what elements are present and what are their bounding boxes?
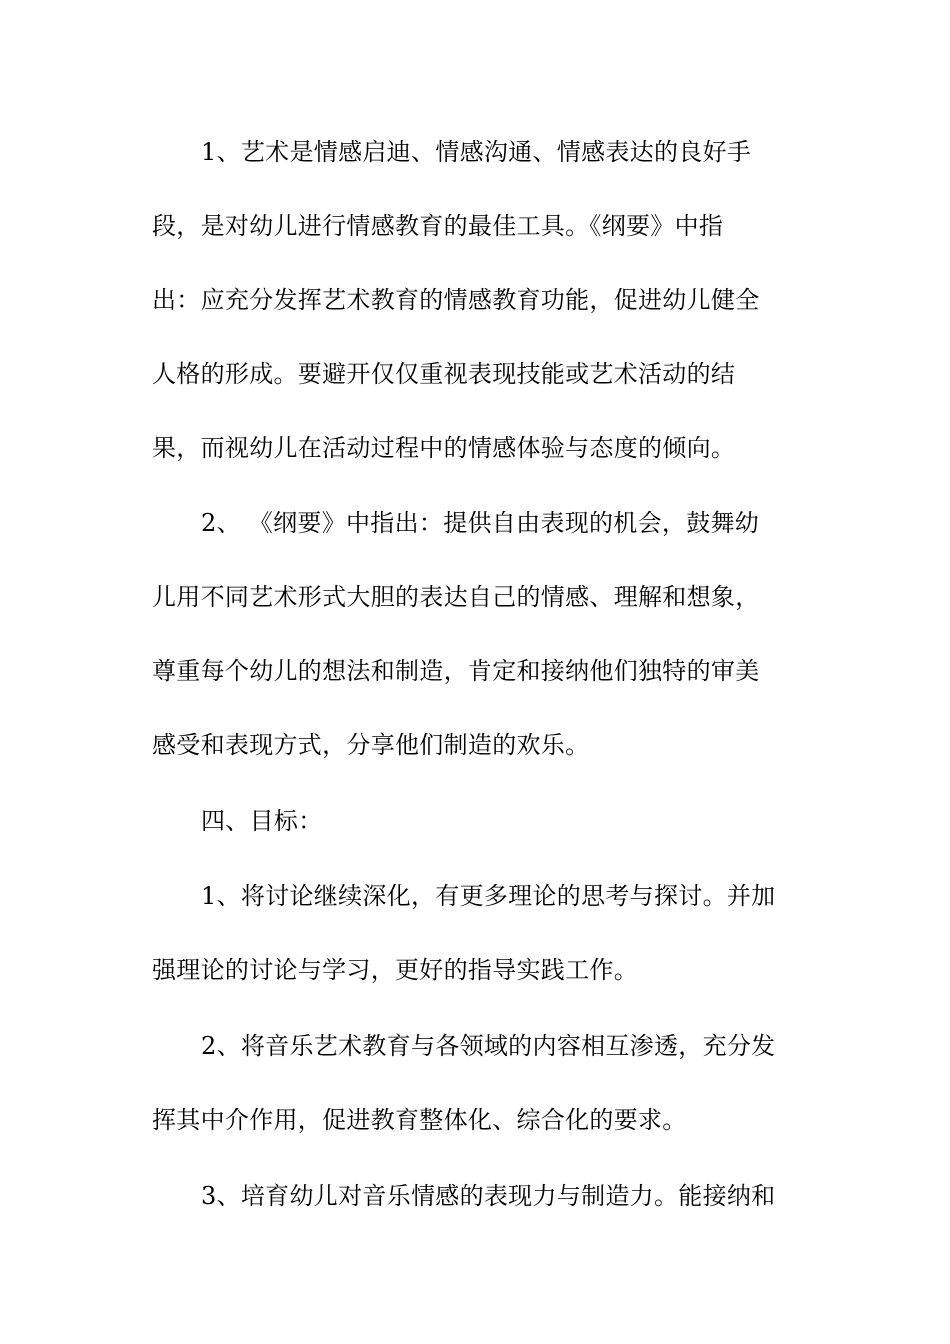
paragraph-2-line-2: 儿用不同艺术形式大胆的表达自己的情感、理解和想象， <box>152 583 760 611</box>
paragraph-2-line-3: 尊重每个幼儿的想法和制造，肯定和接纳他们独特的审美 <box>152 657 760 685</box>
goal-2-line-1: 2、将音乐艺术教育与各领域的内容相互渗透，充分发 <box>201 1032 776 1060</box>
paragraph-1-line-3: 出：应充分发挥艺术教育的情感教育功能，促进幼儿健全 <box>152 286 760 314</box>
section-heading-goals: 四、目标： <box>201 807 323 835</box>
goal-1-line-2: 强理论的讨论与学习，更好的指导实践工作。 <box>152 956 638 984</box>
paragraph-2-line-4: 感受和表现方式，分享他们制造的欢乐。 <box>152 731 590 759</box>
paragraph-1-line-1: 1、艺术是情感启迪、情感沟通、情感表达的良好手 <box>201 138 752 166</box>
goal-3-line-1: 3、培育幼儿对音乐情感的表现力与制造力。能接纳和 <box>201 1182 776 1210</box>
paragraph-1-line-2: 段，是对幼儿进行情感教育的最佳工具。《纲要》中指 <box>152 212 724 240</box>
paragraph-1-line-5: 果，而视幼儿在活动过程中的情感体验与态度的倾向。 <box>152 434 736 462</box>
goal-2-line-2: 挥其中介作用，促进教育整体化、综合化的要求。 <box>152 1106 687 1134</box>
goal-1-line-1: 1、将讨论继续深化，有更多理论的思考与探讨。并加 <box>201 882 776 910</box>
paragraph-2-line-1: 2、 《纲要》中指出：提供自由表现的机会，鼓舞幼 <box>201 509 760 537</box>
paragraph-1-line-4: 人格的形成。要避开仅仅重视表现技能或艺术活动的结 <box>152 360 736 388</box>
